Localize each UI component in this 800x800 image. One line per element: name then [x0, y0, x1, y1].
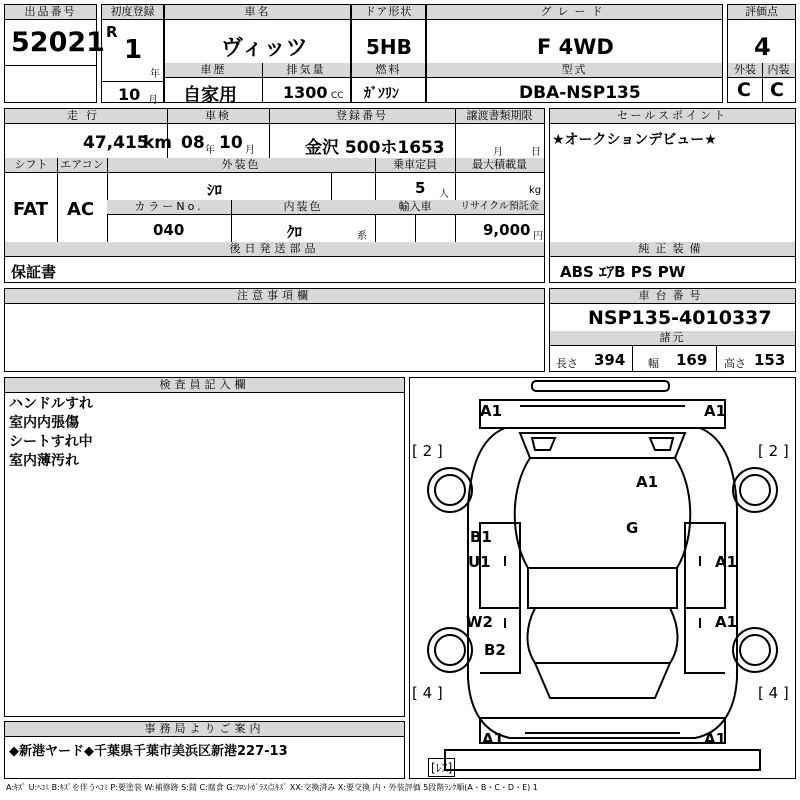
notes-label: 注意事項欄 [5, 289, 544, 304]
displacement-label: 排気量 [262, 63, 350, 78]
damage-mark: U1 [468, 553, 491, 571]
damage-mark: [ 2 ] [412, 442, 443, 460]
model-label: 型式 [427, 63, 722, 78]
inspector-line: 室内内張傷 [9, 415, 79, 431]
parts-value: 保証書 [11, 263, 57, 281]
year-unit: 年 [150, 69, 160, 80]
door-fuel-box [351, 4, 426, 103]
reg-no-value: 金沢 500ホ1653 [305, 138, 445, 158]
fuel-value: ｶﾞｿﾘﾝ [364, 86, 399, 102]
equipment-label: 純正装備 [550, 242, 795, 257]
fuel-label: 燃料 [352, 63, 425, 78]
color-no-value: 040 [153, 221, 185, 239]
transfer-month-unit: 月 [493, 147, 503, 158]
width-label: 幅 [648, 357, 659, 370]
first-registration-label: 初度登録 [102, 5, 163, 20]
height-value: 153 [754, 351, 786, 369]
inspector-line: 室内薄汚れ [9, 453, 79, 469]
inspection-month-unit: 月 [245, 145, 255, 156]
exterior-label: 外装 [728, 63, 762, 78]
damage-mark: [ 2 ] [758, 442, 789, 460]
first-reg-month: 10 [118, 85, 141, 104]
damage-mark: B1 [470, 528, 492, 546]
car-name-box [164, 4, 351, 106]
chassis-box [549, 288, 796, 372]
model-value: DBA-NSP135 [519, 83, 641, 103]
car-outline [410, 378, 795, 778]
inspection-year-unit: 年 [205, 145, 215, 156]
first-registration-box [101, 4, 164, 106]
damage-mark: [ 4 ] [412, 684, 443, 702]
cc-unit: CC [331, 91, 344, 101]
inspector-label: 検査員記入欄 [5, 378, 404, 393]
height-label: 高さ [724, 357, 746, 370]
capacity-label: 乗車定員 [375, 158, 455, 173]
spec-label: 諸元 [550, 331, 795, 346]
car-name-label: 車名 [165, 5, 350, 20]
office-label: 事務局よりご案内 [5, 722, 404, 737]
inspector-box [4, 377, 405, 717]
damage-mark: A1 [480, 402, 503, 420]
notes-box [4, 288, 545, 372]
width-value: 169 [676, 351, 708, 369]
ac-value: AC [67, 199, 95, 220]
transfer-label: 譲渡書類期限 [455, 109, 544, 124]
color-no-label: カラーNo. [107, 200, 231, 215]
int-color-value: ｸﾛ [287, 223, 303, 241]
recycle-value: 9,000 [483, 221, 531, 239]
selling-points-value: ★オークションデビュー★ [552, 132, 717, 148]
first-reg-year: 1 [124, 35, 143, 65]
length-value: 394 [594, 351, 626, 369]
length-label: 長さ [556, 357, 578, 370]
office-box [4, 721, 405, 779]
era-value: R [106, 23, 118, 41]
int-color-label: 内装色 [231, 200, 375, 215]
damage-mark: A1 [704, 402, 727, 420]
lot-number-box [4, 4, 105, 103]
mileage-label: 走行 [5, 109, 167, 124]
score-label: 評価点 [728, 5, 795, 20]
transfer-day-unit: 日 [531, 147, 541, 158]
door-type-label: ドア形状 [352, 5, 425, 20]
month-unit: 月 [148, 95, 158, 106]
load-label: 最大積載量 [455, 158, 544, 173]
inspection-label: 車検 [167, 109, 269, 124]
car-name: ヴィッツ [221, 36, 308, 61]
grade-label: グレード [427, 5, 722, 20]
inspection-year: 08 [181, 133, 205, 153]
parts-label: 後日発送部品 [5, 242, 544, 257]
recycle-label: リサイクル預託金 [455, 200, 544, 215]
equipment-value: ABS ｴｱB PS PW [560, 263, 686, 281]
interior-grade: C [770, 79, 784, 101]
grade-model-box [426, 4, 723, 103]
inspector-line: シートすれ中 [9, 434, 93, 450]
shift-label: シフト [5, 158, 57, 173]
door-type: 5HB [366, 35, 412, 59]
lot-number: 52021 [11, 27, 105, 58]
damage-diagram [409, 377, 796, 779]
history-label: 車歴 [165, 63, 262, 78]
ac-label: エアコン [57, 158, 107, 173]
damage-mark: G [626, 519, 639, 537]
load-unit: kg [529, 185, 542, 196]
ext-color-label: 外装色 [107, 158, 375, 173]
damage-mark: [ﾚｽ] [428, 758, 455, 777]
import-label: 輸入車 [375, 200, 455, 215]
damage-mark: A1 [482, 730, 505, 748]
ext-color-value: ｼﾛ [207, 181, 223, 199]
damage-mark: B2 [484, 641, 506, 659]
damage-mark: W2 [466, 613, 493, 631]
int-color-unit: 系 [357, 231, 367, 242]
office-value: ◆新港ヤード◆千葉県千葉市美浜区新港227-13 [9, 744, 288, 759]
capacity-value: 5 [415, 179, 426, 197]
shift-value: FAT [13, 199, 49, 220]
inspection-month: 10 [219, 133, 243, 153]
selling-points-label: セールスポイント [550, 109, 795, 124]
history-value: 自家用 [183, 85, 237, 106]
inspector-line: ハンドルすれ [9, 396, 93, 412]
grade-value: F 4WD [537, 35, 614, 59]
km-unit: km [143, 133, 173, 153]
damage-mark: A1 [715, 613, 738, 631]
score-box [727, 4, 796, 103]
damage-mark: A1 [636, 473, 659, 491]
score-value: 4 [754, 33, 771, 61]
selling-points-box [549, 108, 796, 283]
damage-mark: A1 [715, 553, 738, 571]
lot-number-label: 出品番号 [5, 5, 96, 20]
chassis-label: 車台番号 [550, 289, 795, 304]
mileage-value: 47,415 [83, 133, 149, 153]
vehicle-details-box [4, 108, 545, 283]
capacity-unit: 人 [439, 189, 449, 200]
reg-no-label: 登録番号 [269, 109, 455, 124]
damage-mark: [ 4 ] [758, 684, 789, 702]
displacement-value: 1300 [283, 83, 328, 102]
damage-mark: A1 [704, 730, 727, 748]
recycle-unit: 円 [533, 231, 543, 242]
exterior-grade: C [737, 79, 751, 101]
interior-label: 内装 [762, 63, 795, 78]
chassis-number: NSP135-4010337 [588, 307, 772, 329]
legend-text: A:ｷｽﾞ U:ﾍｺﾐ B:ｷｽﾞを伴うﾍｺﾐ P:要塗装 W:補修跡 S:錆 C:腐食 G:ﾌﾛﾝﾄｶﾞﾗｽ点ｷｽﾞ XX:交換済み X:要交換 内・外装評価 5段階ﾗﾝｸ順(A・B・C・D・E) 1 [6, 783, 538, 792]
